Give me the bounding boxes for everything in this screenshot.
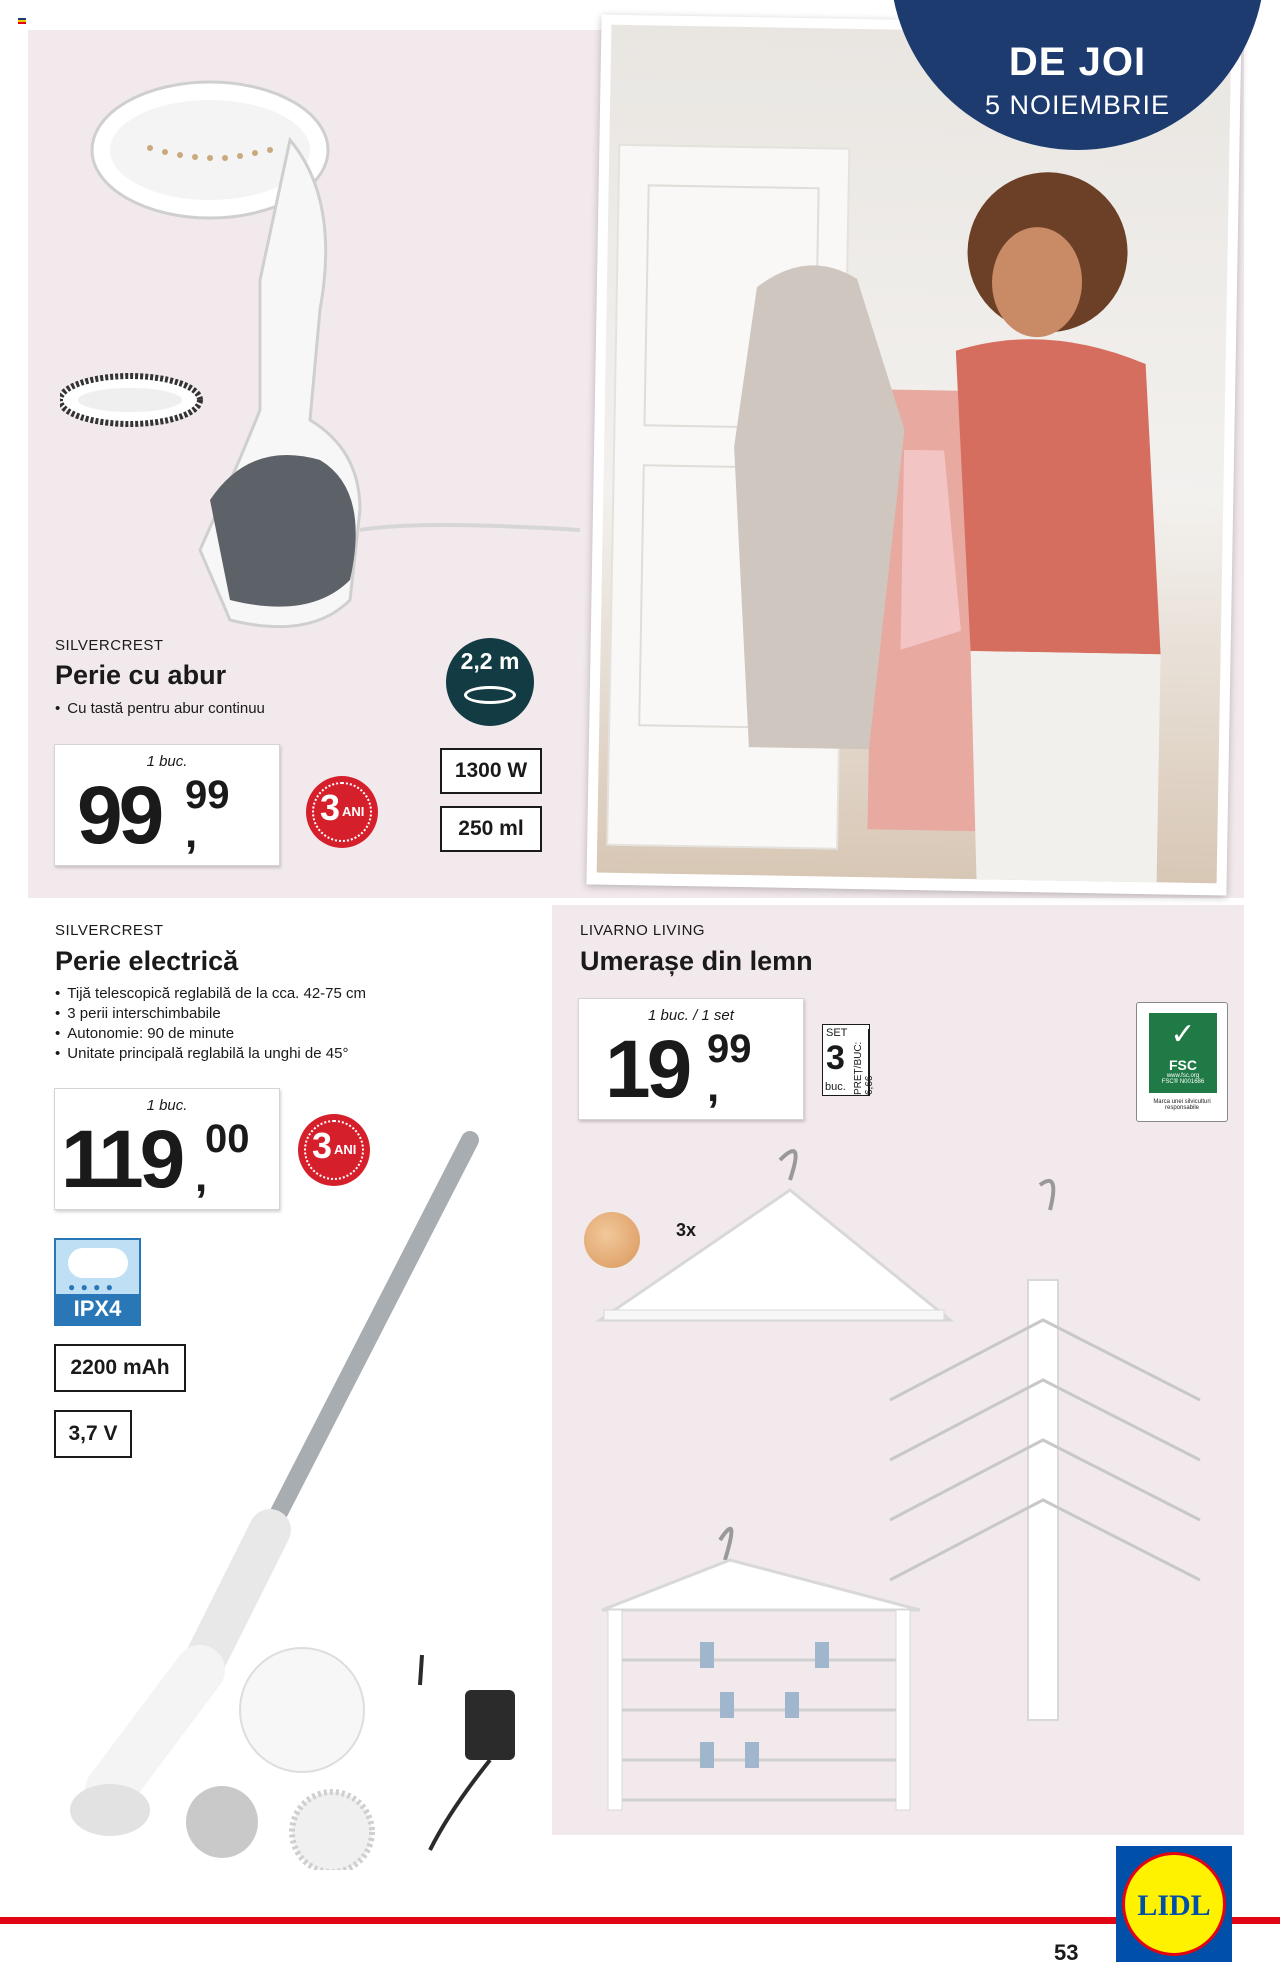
steamer-feature: • Cu tastă pentru abur continuu	[55, 699, 265, 719]
steamer-title: Perie cu abur	[55, 660, 227, 690]
set-unit-price-box	[822, 1024, 875, 1096]
steamer-price-dec: 99	[185, 773, 230, 817]
hangers-title: Umerașe din lemn	[580, 946, 813, 976]
page-number: 53	[1054, 1940, 1079, 1965]
fsc-label: FSC	[1169, 1057, 1197, 1073]
date-badge-day: DE JOI	[1008, 40, 1147, 84]
brush-title: Perie electrică	[55, 946, 239, 976]
guarantee-label: ANI	[342, 804, 365, 819]
guarantee-years: 3	[320, 787, 341, 828]
fsc-certification-badge	[1136, 1002, 1228, 1122]
steamer-image	[60, 80, 600, 680]
brush-price-dec: 00	[205, 1117, 250, 1161]
lidl-logo	[1116, 1846, 1232, 1962]
brush-unit: 1 buc.	[146, 1097, 188, 1114]
hangers-price-box	[578, 998, 804, 1120]
steamer-price-comma: ,	[185, 808, 198, 857]
woman-steaming-photo	[597, 25, 1232, 884]
cable-length-value: 2,2 m	[460, 648, 520, 674]
brush-feature: • Autonomie: 90 de minute	[55, 1024, 366, 1044]
hangers-image	[590, 1140, 1220, 1840]
hangers-price-comma: ,	[707, 1062, 720, 1111]
steamer-spec-volume: 250 ml	[440, 806, 542, 852]
steamer-price-int: 99	[77, 770, 161, 861]
brush-feature: • 3 perii interschimbabile	[55, 1004, 366, 1024]
set-count: 3	[826, 1039, 845, 1077]
set-unit: buc.	[825, 1081, 846, 1093]
lidl-logo-circle	[1122, 1852, 1226, 1956]
brush-features	[55, 984, 366, 1064]
brush-brand: SILVERCREST	[55, 922, 164, 939]
steamer-unit: 1 buc.	[146, 753, 188, 770]
steamer-brand: SILVERCREST	[55, 637, 164, 654]
cable-length-badge	[446, 638, 534, 726]
steamer-guarantee-badge	[306, 776, 378, 848]
hangers-quantity: 3x	[676, 1220, 697, 1240]
guarantee-years: 3	[312, 1125, 333, 1166]
fsc-note: Marca unei silviculturi responsabile	[1153, 1099, 1211, 1111]
brush-feature: • Tijă telescopică reglabilă de la cca. 42-75 cm	[55, 984, 366, 1004]
tree-icon: ✓	[1170, 1018, 1196, 1051]
steamer-price-box	[54, 744, 280, 866]
brush-price-int: 119	[61, 1114, 182, 1205]
date-badge-date: 5 NOIEMBRIE	[984, 90, 1171, 120]
steamer-features	[55, 699, 265, 719]
fsc-code: FSC® N001686	[1161, 1079, 1205, 1085]
lifestyle-photo	[586, 14, 1241, 895]
brush-price-comma: ,	[195, 1152, 208, 1201]
brand-color-mark	[18, 18, 26, 24]
brush-spec-battery: 2200 mAh	[54, 1344, 186, 1392]
rain-drops-icon: ● ● ● ●	[68, 1280, 114, 1294]
hangers-price-int: 19	[605, 1024, 689, 1115]
lidl-logo-text: LIDL	[1137, 1889, 1211, 1922]
hangers-brand: LIVARNO LIVING	[580, 922, 706, 939]
electric-brush-image	[70, 1110, 550, 1870]
hangers-price-dec: 99	[707, 1027, 752, 1071]
guarantee-label: ANI	[334, 1142, 357, 1157]
ipx-label: IPX4	[56, 1294, 139, 1324]
set-label: SET	[826, 1027, 848, 1039]
unit-price: PREȚ/BUC: 6,66	[853, 1029, 869, 1095]
brush-spec-voltage: 3,7 V	[54, 1410, 132, 1458]
fsc-site: www.fsc.org	[1166, 1073, 1200, 1079]
brush-feature: • Unitate principală reglabilă la unghi de 45°	[55, 1044, 366, 1064]
bottom-red-line	[0, 1917, 1280, 1924]
fsc-logo	[1149, 1013, 1217, 1093]
cable-coil-icon	[464, 686, 516, 704]
hangers-unit: 1 buc. / 1 set	[648, 1007, 734, 1024]
steamer-spec-power: 1300 W	[440, 748, 542, 794]
